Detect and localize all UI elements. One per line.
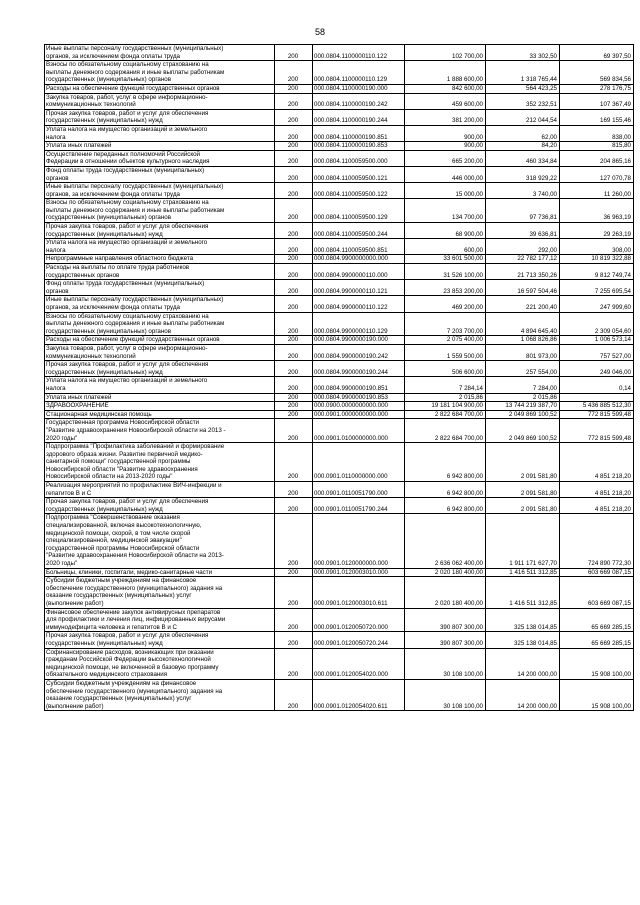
table-row (45, 166, 634, 182)
approved-amount-cell: 134 700,00 (405, 199, 486, 223)
admin-code-cell: 200 (275, 344, 313, 360)
executed-amount-cell: 564 423,25 (486, 84, 560, 93)
executed-amount-cell: 3 740,00 (486, 183, 560, 199)
expense-name-cell: Расходы на обеспечение функций государственных органов (45, 336, 275, 345)
approved-amount-cell: 6 942 800,00 (405, 443, 486, 482)
approved-amount-cell: 1 888 600,00 (405, 61, 486, 85)
approved-amount-cell: 900,00 (405, 142, 486, 151)
executed-amount-cell: 257 554,00 (486, 361, 560, 377)
table-row (45, 336, 634, 345)
executed-amount-cell: 21 713 350,26 (486, 264, 560, 280)
approved-amount-cell: 2 015,86 (405, 393, 486, 402)
remaining-amount-cell: 724 890 772,30 (560, 514, 634, 568)
classification-code-cell: 000.0804.1100000190.851 (313, 125, 405, 141)
remaining-amount-cell: 69 397,50 (560, 45, 634, 61)
admin-code-cell: 200 (275, 150, 313, 166)
expense-name-cell: ЗДРАВООХРАНЕНИЕ (45, 402, 275, 411)
approved-amount-cell: 390 807 300,00 (405, 608, 486, 632)
table-row (45, 93, 634, 109)
classification-code-cell: 000.0901.0110051790.244 (313, 498, 405, 514)
table-row (45, 280, 634, 296)
executed-amount-cell: 2 091 581,80 (486, 498, 560, 514)
classification-code-cell: 000.0901.0110000000.000 (313, 443, 405, 482)
classification-code-cell: 000.0804.1100000190.000 (313, 84, 405, 93)
classification-code-cell: 000.0804.9900000000.000 (313, 255, 405, 264)
remaining-amount-cell (560, 393, 634, 402)
expense-name-cell: Уплата налога на имущество организаций и земельного налога (45, 125, 275, 141)
expense-name-cell: Прочая закупка товаров, работ и услуг для обеспечения государственных (муниципальных) нужд (45, 361, 275, 377)
classification-code-cell: 000.0901.0120003010.611 (313, 577, 405, 608)
approved-amount-cell: 7 284,14 (405, 377, 486, 393)
classification-code-cell: 000.0804.1100059500.000 (313, 150, 405, 166)
remaining-amount-cell: 838,00 (560, 125, 634, 141)
admin-code-cell: 200 (275, 264, 313, 280)
remaining-amount-cell: 5 436 885 512,30 (560, 402, 634, 411)
executed-amount-cell: 2 049 869 100,52 (486, 419, 560, 443)
remaining-amount-cell: 4 851 218,20 (560, 443, 634, 482)
classification-code-cell: 000.0804.1100000190.244 (313, 109, 405, 125)
expense-name-cell: Подпрограмма "Профилактика заболеваний и формирование здорового образа жизни. Развитие первичной медико- санитарной помощи" государственной программы Новосибирской области "Развитие здравоохранения Новосибирской области на 2013-2020 годы" (45, 443, 275, 482)
expense-name-cell: Иные выплаты персоналу государственных (муниципальных) органов, за исключением фонда оплаты труда (45, 45, 275, 61)
approved-amount-cell: 600,00 (405, 239, 486, 255)
executed-amount-cell: 13 744 219 387,70 (486, 402, 560, 411)
executed-amount-cell: 212 044,54 (486, 109, 560, 125)
admin-code-cell: 200 (275, 443, 313, 482)
executed-amount-cell: 2 049 869 100,52 (486, 410, 560, 419)
table-row (45, 498, 634, 514)
remaining-amount-cell: 772 815 599,48 (560, 419, 634, 443)
classification-code-cell: 000.0901.0120000000.000 (313, 514, 405, 568)
table-row (45, 223, 634, 239)
expense-name-cell: Уплата иных платежей (45, 142, 275, 151)
approved-amount-cell: 19 181 104 900,00 (405, 402, 486, 411)
executed-amount-cell: 22 782 177,12 (486, 255, 560, 264)
remaining-amount-cell: 4 851 218,20 (560, 498, 634, 514)
remaining-amount-cell: 2 309 054,60 (560, 312, 634, 336)
classification-code-cell: 000.0804.9900000190.244 (313, 361, 405, 377)
approved-amount-cell: 102 700,00 (405, 45, 486, 61)
admin-code-cell: 200 (275, 109, 313, 125)
expense-name-cell: Уплата иных платежей (45, 393, 275, 402)
approved-amount-cell: 842 600,00 (405, 84, 486, 93)
approved-amount-cell: 2 822 684 700,00 (405, 410, 486, 419)
expense-name-cell: Взносы по обязательному социальному страхованию на выплаты денежного содержания и иные выплаты работникам государственных (муниципальных) органов (45, 199, 275, 223)
executed-amount-cell: 325 138 014,85 (486, 632, 560, 648)
expense-name-cell: Субсидии бюджетным учреждениям на финансовое обеспечение государственного (муниципального) задания на оказание государственных (муниципальных) услуг (выполнение работ) (45, 679, 275, 710)
expense-name-cell: Взносы по обязательному социальному страхованию на выплаты денежного содержания и иные выплаты работникам государственных (муниципальных) органов (45, 312, 275, 336)
classification-code-cell: 000.0804.1100000190.242 (313, 93, 405, 109)
classification-code-cell: 000.0901.0110051790.000 (313, 482, 405, 498)
admin-code-cell: 200 (275, 61, 313, 85)
table-row (45, 199, 634, 223)
expense-name-cell: Прочая закупка товаров, работ и услуг для обеспечения государственных (муниципальных) нужд (45, 498, 275, 514)
table-row (45, 608, 634, 632)
classification-code-cell: 000.0900.0000000000.000 (313, 402, 405, 411)
approved-amount-cell: 390 807 300,00 (405, 632, 486, 648)
expense-name-cell: Уплата налога на имущество организаций и земельного налога (45, 239, 275, 255)
expense-name-cell: Фонд оплаты труда государственных (муниципальных) органов (45, 280, 275, 296)
classification-code-cell: 000.0804.1100059500.129 (313, 199, 405, 223)
table-row (45, 344, 634, 360)
remaining-amount-cell: 1 006 573,14 (560, 336, 634, 345)
approved-amount-cell: 2 020 180 400,00 (405, 577, 486, 608)
remaining-amount-cell: 4 851 218,20 (560, 482, 634, 498)
approved-amount-cell: 68 900,00 (405, 223, 486, 239)
admin-code-cell: 200 (275, 199, 313, 223)
table-row (45, 443, 634, 482)
classification-code-cell: 000.0901.0120003010.000 (313, 568, 405, 577)
remaining-amount-cell: 772 815 599,48 (560, 410, 634, 419)
approved-amount-cell: 15 000,00 (405, 183, 486, 199)
admin-code-cell: 200 (275, 361, 313, 377)
admin-code-cell: 200 (275, 679, 313, 710)
remaining-amount-cell: 757 527,00 (560, 344, 634, 360)
admin-code-cell: 200 (275, 568, 313, 577)
approved-amount-cell: 31 526 100,00 (405, 264, 486, 280)
classification-code-cell: 000.0804.9900000110.121 (313, 280, 405, 296)
expense-name-cell: Осуществление переданных полномочий Российской Федерации в отношении объектов культурного наследия (45, 150, 275, 166)
admin-code-cell: 200 (275, 296, 313, 312)
classification-code-cell: 000.0901.0120050720.000 (313, 608, 405, 632)
executed-amount-cell: 84,20 (486, 142, 560, 151)
admin-code-cell: 200 (275, 125, 313, 141)
table-row (45, 419, 634, 443)
expense-name-cell: Прочая закупка товаров, работ и услуг для обеспечения государственных (муниципальных) нужд (45, 109, 275, 125)
approved-amount-cell: 1 559 500,00 (405, 344, 486, 360)
expense-name-cell: Иные выплаты персоналу государственных (муниципальных) органов, за исключением фонда оплаты труда (45, 296, 275, 312)
expense-name-cell: Стационарная медицинская помощь (45, 410, 275, 419)
remaining-amount-cell: 204 865,16 (560, 150, 634, 166)
classification-code-cell: 000.0804.9900000190.853 (313, 393, 405, 402)
classification-code-cell: 000.0804.9900000110.000 (313, 264, 405, 280)
remaining-amount-cell: 7 255 695,54 (560, 280, 634, 296)
remaining-amount-cell: 29 263,19 (560, 223, 634, 239)
expense-name-cell: Финансовое обеспечение закупок антивирусных препаратов для профилактики и лечения лиц, инфицированных вирусами иммунодефицита человека и гепатитов В и С (45, 608, 275, 632)
remaining-amount-cell: 36 963,19 (560, 199, 634, 223)
admin-code-cell: 200 (275, 514, 313, 568)
table-row (45, 239, 634, 255)
admin-code-cell: 200 (275, 419, 313, 443)
table-row (45, 109, 634, 125)
classification-code-cell: 000.0804.1100059500.122 (313, 183, 405, 199)
approved-amount-cell: 7 203 700,00 (405, 312, 486, 336)
executed-amount-cell: 2 091 581,80 (486, 482, 560, 498)
executed-amount-cell: 7 284,00 (486, 377, 560, 393)
admin-code-cell: 200 (275, 312, 313, 336)
expense-name-cell: Прочая закупка товаров, работ и услуг для обеспечения государственных (муниципальных) нужд (45, 632, 275, 648)
table-row (45, 264, 634, 280)
classification-code-cell: 000.0804.1100000190.853 (313, 142, 405, 151)
classification-code-cell: 000.0804.1100000110.129 (313, 61, 405, 85)
remaining-amount-cell: 15 908 100,00 (560, 679, 634, 710)
remaining-amount-cell: 308,00 (560, 239, 634, 255)
approved-amount-cell: 30 108 100,00 (405, 679, 486, 710)
expense-name-cell: Софинансирование расходов, возникающих при оказании гражданам Российской Федерации высокотехнологичной медицинской помощи, не включенной в базовую программу обязательного медицинского страхования (45, 648, 275, 679)
expense-name-cell: Закупка товаров, работ, услуг в сфере информационно- коммуникационных технологий (45, 344, 275, 360)
remaining-amount-cell: 169 155,46 (560, 109, 634, 125)
admin-code-cell: 200 (275, 93, 313, 109)
admin-code-cell: 200 (275, 45, 313, 61)
expense-name-cell: Непрограммные направления областного бюджета (45, 255, 275, 264)
executed-amount-cell: 1 911 171 627,70 (486, 514, 560, 568)
executed-amount-cell: 2 091 581,80 (486, 443, 560, 482)
admin-code-cell: 200 (275, 142, 313, 151)
executed-amount-cell: 1 416 511 312,85 (486, 577, 560, 608)
remaining-amount-cell: 107 367,49 (560, 93, 634, 109)
classification-code-cell: 000.0804.9900000190.242 (313, 344, 405, 360)
expense-name-cell: Больницы, клиники, госпитали, медико-санитарные части (45, 568, 275, 577)
remaining-amount-cell: 603 669 087,15 (560, 568, 634, 577)
classification-code-cell: 000.0901.0120050720.244 (313, 632, 405, 648)
admin-code-cell: 200 (275, 577, 313, 608)
table-row (45, 296, 634, 312)
classification-code-cell: 000.0804.9900000110.122 (313, 296, 405, 312)
executed-amount-cell: 801 973,00 (486, 344, 560, 360)
table-row (45, 361, 634, 377)
budget-table-body (45, 45, 634, 711)
expense-name-cell: Расходы на выплаты по оплате труда работников государственных органов (45, 264, 275, 280)
expense-name-cell: Фонд оплаты труда государственных (муниципальных) органов (45, 166, 275, 182)
table-row (45, 142, 634, 151)
admin-code-cell: 200 (275, 608, 313, 632)
approved-amount-cell: 23 853 200,00 (405, 280, 486, 296)
approved-amount-cell: 900,00 (405, 125, 486, 141)
admin-code-cell: 200 (275, 648, 313, 679)
executed-amount-cell: 97 736,81 (486, 199, 560, 223)
admin-code-cell: 200 (275, 377, 313, 393)
approved-amount-cell: 665 200,00 (405, 150, 486, 166)
admin-code-cell: 200 (275, 280, 313, 296)
executed-amount-cell: 4 894 645,40 (486, 312, 560, 336)
admin-code-cell: 200 (275, 255, 313, 264)
table-row (45, 45, 634, 61)
expense-name-cell: Взносы по обязательному социальному страхованию на выплаты денежного содержания и иные выплаты работникам государственных (муниципальных) органов (45, 61, 275, 85)
approved-amount-cell: 30 108 100,00 (405, 648, 486, 679)
classification-code-cell: 000.0804.1100059500.851 (313, 239, 405, 255)
remaining-amount-cell: 65 669 285,15 (560, 608, 634, 632)
table-row (45, 61, 634, 85)
table-row (45, 514, 634, 568)
admin-code-cell: 200 (275, 482, 313, 498)
expense-name-cell: Субсидии бюджетным учреждениям на финансовое обеспечение государственного (муниципального) задания на оказание государственных (муниципальных) услуг (выполнение работ) (45, 577, 275, 608)
admin-code-cell: 200 (275, 183, 313, 199)
executed-amount-cell: 292,00 (486, 239, 560, 255)
approved-amount-cell: 506 600,00 (405, 361, 486, 377)
remaining-amount-cell: 815,80 (560, 142, 634, 151)
remaining-amount-cell: 278 176,75 (560, 84, 634, 93)
admin-code-cell: 200 (275, 402, 313, 411)
executed-amount-cell: 2 015,86 (486, 393, 560, 402)
admin-code-cell: 200 (275, 223, 313, 239)
expense-name-cell: Государственная программа Новосибирской области "Развитие здравоохранения Новосибирской области на 2013 - 2020 годы" (45, 419, 275, 443)
classification-code-cell: 000.0901.0100000000.000 (313, 419, 405, 443)
executed-amount-cell: 221 200,40 (486, 296, 560, 312)
expense-name-cell: Уплата налога на имущество организаций и земельного налога (45, 377, 275, 393)
executed-amount-cell: 33 302,50 (486, 45, 560, 61)
table-row (45, 393, 634, 402)
table-row (45, 679, 634, 710)
admin-code-cell: 200 (275, 336, 313, 345)
classification-code-cell: 000.0901.0000000000.000 (313, 410, 405, 419)
classification-code-cell: 000.0901.0120054020.611 (313, 679, 405, 710)
remaining-amount-cell: 15 908 100,00 (560, 648, 634, 679)
remaining-amount-cell: 603 669 087,15 (560, 577, 634, 608)
expense-name-cell: Закупка товаров, работ, услуг в сфере информационно- коммуникационных технологий (45, 93, 275, 109)
approved-amount-cell: 2 636 062 400,00 (405, 514, 486, 568)
admin-code-cell: 200 (275, 239, 313, 255)
executed-amount-cell: 62,00 (486, 125, 560, 141)
approved-amount-cell: 2 020 180 400,00 (405, 568, 486, 577)
classification-code-cell: 000.0804.1100000110.122 (313, 45, 405, 61)
expense-name-cell: Иные выплаты персоналу государственных (муниципальных) органов, за исключением фонда оплаты труда (45, 183, 275, 199)
classification-code-cell: 000.0901.0120054020.000 (313, 648, 405, 679)
remaining-amount-cell: 127 070,78 (560, 166, 634, 182)
table-row (45, 632, 634, 648)
admin-code-cell: 200 (275, 410, 313, 419)
expense-name-cell: Прочая закупка товаров, работ и услуг для обеспечения государственных (муниципальных) нужд (45, 223, 275, 239)
table-row (45, 377, 634, 393)
executed-amount-cell: 318 929,22 (486, 166, 560, 182)
table-row (45, 183, 634, 199)
approved-amount-cell: 6 942 800,00 (405, 482, 486, 498)
remaining-amount-cell: 10 819 322,88 (560, 255, 634, 264)
budget-table (44, 44, 634, 711)
approved-amount-cell: 469 200,00 (405, 296, 486, 312)
admin-code-cell: 200 (275, 498, 313, 514)
table-row (45, 648, 634, 679)
executed-amount-cell: 325 138 014,85 (486, 608, 560, 632)
executed-amount-cell: 460 334,84 (486, 150, 560, 166)
table-row (45, 577, 634, 608)
classification-code-cell: 000.0804.9900000190.851 (313, 377, 405, 393)
remaining-amount-cell: 249 046,00 (560, 361, 634, 377)
executed-amount-cell: 14 200 000,00 (486, 648, 560, 679)
executed-amount-cell: 14 200 000,00 (486, 679, 560, 710)
remaining-amount-cell: 9 812 749,74 (560, 264, 634, 280)
executed-amount-cell: 1 068 826,86 (486, 336, 560, 345)
approved-amount-cell: 2 822 684 700,00 (405, 419, 486, 443)
expense-name-cell: Расходы на обеспечение функций государственных органов (45, 84, 275, 93)
approved-amount-cell: 33 601 500,00 (405, 255, 486, 264)
remaining-amount-cell: 0,14 (560, 377, 634, 393)
approved-amount-cell: 6 942 800,00 (405, 498, 486, 514)
admin-code-cell: 200 (275, 632, 313, 648)
classification-code-cell: 000.0804.9900000110.129 (313, 312, 405, 336)
remaining-amount-cell: 569 834,56 (560, 61, 634, 85)
classification-code-cell: 000.0804.1100059500.244 (313, 223, 405, 239)
remaining-amount-cell: 65 669 285,15 (560, 632, 634, 648)
executed-amount-cell: 39 636,81 (486, 223, 560, 239)
table-row (45, 568, 634, 577)
approved-amount-cell: 381 200,00 (405, 109, 486, 125)
executed-amount-cell: 352 232,51 (486, 93, 560, 109)
table-row (45, 150, 634, 166)
page-number: 58 (314, 27, 325, 37)
table-row (45, 84, 634, 93)
table-row (45, 125, 634, 141)
executed-amount-cell: 1 318 765,44 (486, 61, 560, 85)
table-row (45, 410, 634, 419)
table-row (45, 312, 634, 336)
table-row (45, 482, 634, 498)
expense-name-cell: Реализация мероприятий по профилактике ВИЧ-инфекции и гепатитов В и С (45, 482, 275, 498)
table-row (45, 402, 634, 411)
classification-code-cell: 000.0804.9900000190.000 (313, 336, 405, 345)
approved-amount-cell: 2 075 400,00 (405, 336, 486, 345)
approved-amount-cell: 459 600,00 (405, 93, 486, 109)
remaining-amount-cell: 11 260,00 (560, 183, 634, 199)
executed-amount-cell: 16 597 504,46 (486, 280, 560, 296)
admin-code-cell: 200 (275, 84, 313, 93)
admin-code-cell: 200 (275, 166, 313, 182)
table-row (45, 255, 634, 264)
admin-code-cell: 200 (275, 393, 313, 402)
approved-amount-cell: 446 000,00 (405, 166, 486, 182)
expense-name-cell: Подпрограмма "Совершенствование оказания специализированной, включая высокотехнологичную, медицинской помощи, скорой, в том числе скорой специализированной, медицинской эвакуации" государственной программы Новосибирской области "Развитие здравоохранения Новосибирской области на 2013- 2020 годы" (45, 514, 275, 568)
executed-amount-cell: 1 416 511 312,85 (486, 568, 560, 577)
classification-code-cell: 000.0804.1100059500.121 (313, 166, 405, 182)
remaining-amount-cell: 247 999,60 (560, 296, 634, 312)
